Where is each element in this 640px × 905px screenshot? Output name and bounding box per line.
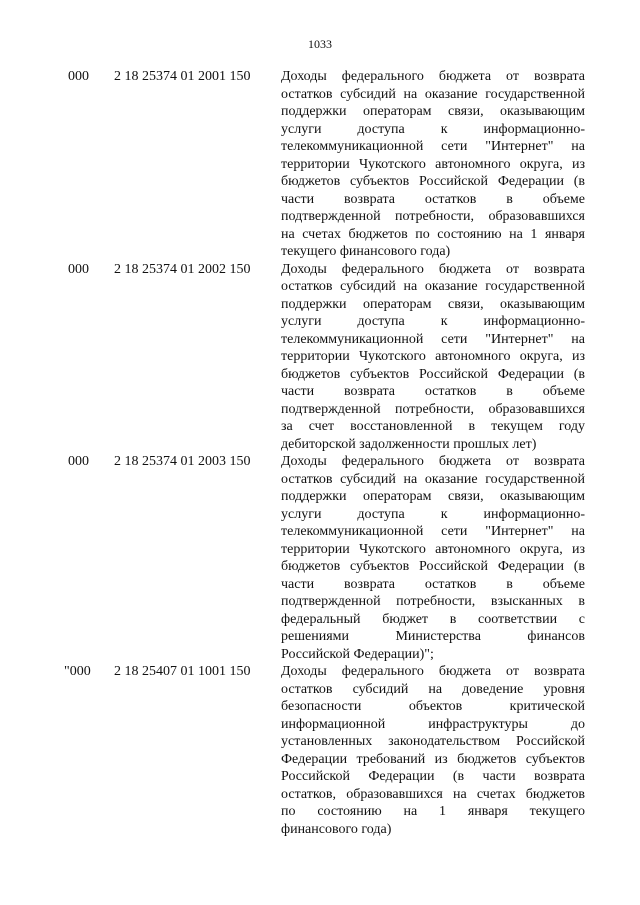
description-line: части возврата остатков в объеме — [281, 191, 585, 207]
budget-classification-code: 2 18 25374 01 2001 150 — [114, 69, 251, 84]
classification-codes-list — [0, 68, 640, 838]
list-item — [0, 663, 640, 838]
list-item — [0, 68, 640, 261]
description-line: услуги доступа к информационно- — [281, 314, 585, 329]
description-line: услуги доступа к информационно- — [281, 506, 585, 522]
description-line: финансового года) — [281, 821, 392, 837]
list-item — [0, 453, 640, 663]
description-line: территории Чукотского автономного округа, из — [281, 541, 585, 557]
budget-classification-code: 2 18 25407 01 1001 150 — [114, 664, 251, 679]
revenue-description — [281, 663, 585, 838]
list-item — [0, 261, 640, 454]
description-line: поддержки операторам связи, оказывающим — [281, 489, 585, 504]
description-line: решениями Министерства финансов — [281, 629, 585, 644]
description-line: Федерации требований из бюджетов субъектов — [281, 751, 585, 767]
description-line: части возврата остатков в объеме — [281, 384, 585, 399]
description-line: Доходы федерального бюджета от возврата — [281, 261, 585, 277]
description-line: остатков субсидий на оказание государственной — [281, 279, 585, 294]
description-line: телекоммуникационной сети "Интернет" на — [281, 331, 585, 347]
budget-classification-code: 2 18 25374 01 2003 150 — [114, 454, 251, 469]
description-line: информационной инфраструктуры до — [281, 716, 585, 732]
description-line: остатков субсидий на оказание государственной — [281, 471, 585, 487]
description-line: телекоммуникационной сети "Интернет" на — [281, 524, 585, 539]
revenue-description — [281, 68, 585, 261]
revenue-description — [281, 453, 585, 663]
description-line: бюджетов субъектов Российской Федерации (в — [281, 174, 585, 189]
revenue-description — [281, 261, 585, 454]
description-line: остатков субсидий на оказание государственной — [281, 86, 585, 102]
administrator-code: "000 — [64, 664, 91, 679]
description-line: телекоммуникационной сети "Интернет" на — [281, 139, 585, 154]
administrator-code: 000 — [68, 261, 89, 277]
budget-classification-code: 2 18 25374 01 2002 150 — [114, 261, 251, 277]
description-line: Доходы федерального бюджета от возврата — [281, 69, 585, 84]
description-line: остатков субсидий на доведение уровня — [281, 681, 585, 697]
description-line: дебиторской задолженности прошлых лет) — [281, 436, 537, 452]
description-line: федеральный бюджет в соответствии с — [281, 611, 585, 627]
description-line: бюджетов субъектов Российской Федерации (в — [281, 559, 585, 574]
description-line: части возврата остатков в объеме — [281, 576, 585, 592]
description-line: безопасности объектов критической — [281, 699, 585, 714]
description-line: Российской Федерации (в части возврата — [281, 769, 585, 784]
description-line: подтвержденной потребности, образовавшихся — [281, 401, 585, 417]
page-number: 1033 — [308, 37, 332, 51]
description-line: Российской Федерации)"; — [281, 646, 434, 662]
description-line: территории Чукотского автономного округа, из — [281, 156, 585, 172]
description-line: текущего финансового года) — [281, 244, 451, 259]
administrator-code: 000 — [68, 69, 89, 84]
description-line: территории Чукотского автономного округа, из — [281, 349, 585, 364]
description-line: поддержки операторам связи, оказывающим — [281, 296, 585, 312]
administrator-code: 000 — [68, 454, 89, 469]
description-line: Доходы федерального бюджета от возврата — [281, 664, 585, 679]
description-line: подтвержденной потребности, взысканных в — [281, 594, 585, 609]
description-line: остатков, образовавшихся на счетах бюджетов — [281, 786, 585, 802]
description-line: услуги доступа к информационно- — [281, 121, 585, 137]
description-line: установленных законодательством Российской — [281, 734, 585, 749]
description-line: подтвержденной потребности, образовавшихся — [281, 209, 585, 224]
description-line: по состоянию на 1 января текущего — [281, 804, 585, 819]
description-line: за счет восстановленной в текущем году — [281, 419, 585, 434]
description-line: Доходы федерального бюджета от возврата — [281, 454, 585, 469]
description-line: на счетах бюджетов по состоянию на 1 января — [281, 226, 585, 242]
description-line: бюджетов субъектов Российской Федерации (в — [281, 366, 585, 382]
description-line: поддержки операторам связи, оказывающим — [281, 104, 585, 119]
